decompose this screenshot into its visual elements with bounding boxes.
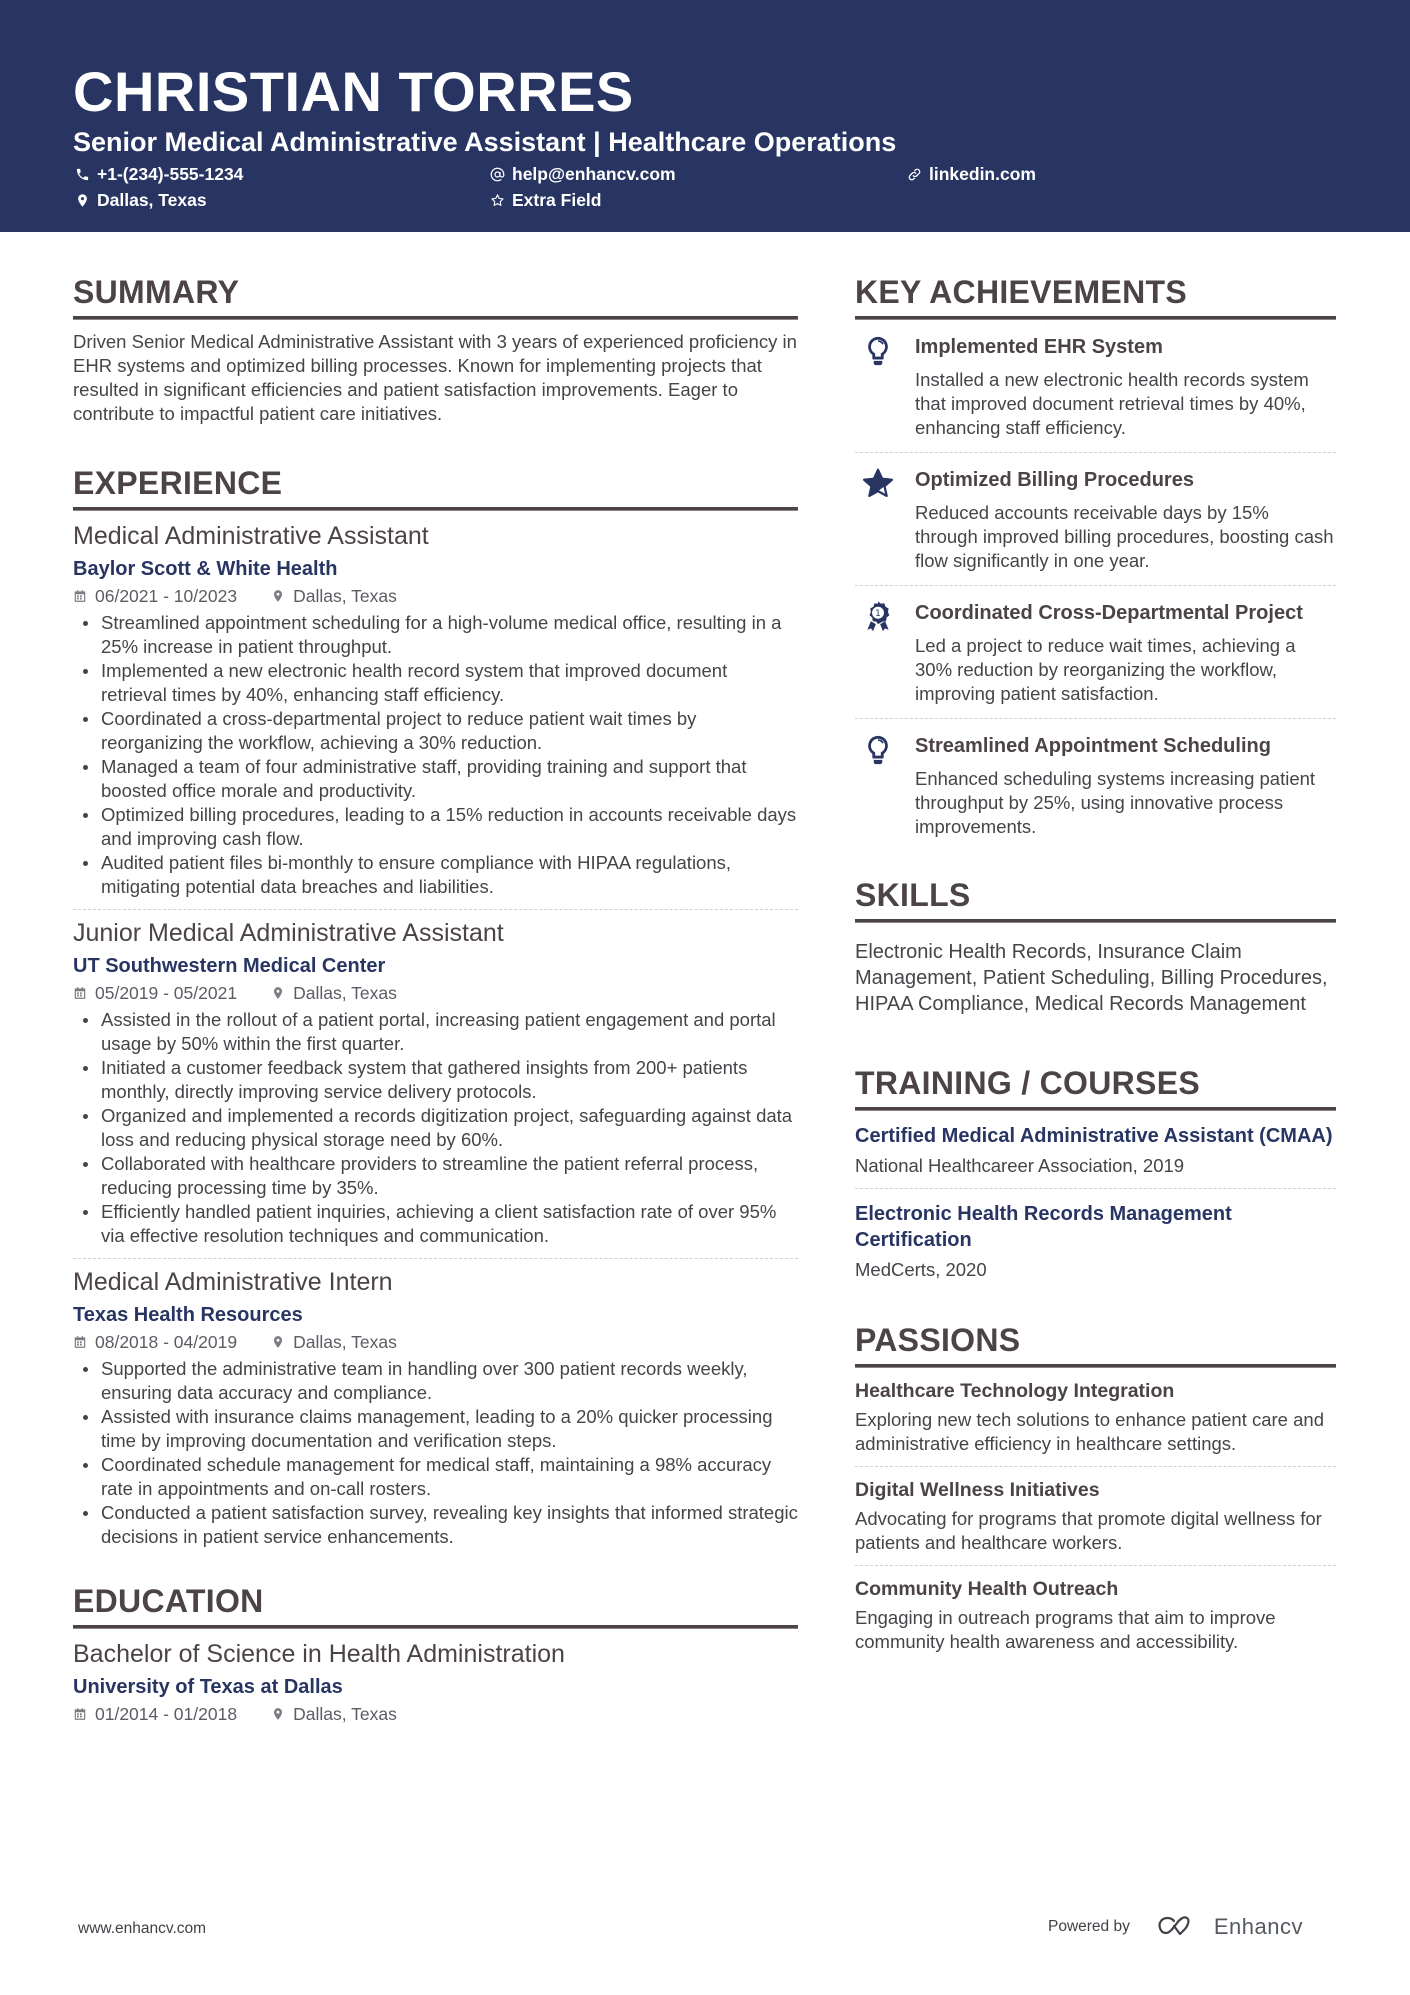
- location-icon: [73, 191, 91, 209]
- link-icon: [905, 165, 923, 183]
- job-dates: 05/2019 - 05/2021: [95, 983, 238, 1003]
- bullet-item: Assisted with insurance claims management, leading to a 20% quicker processing time by improving documentation and verification steps.: [73, 1405, 798, 1453]
- skills-text: Electronic Health Records, Insurance Claim Management, Patient Scheduling, Billing Procedures, HIPAA Compliance, Medical Records Management: [855, 941, 1328, 1015]
- bullet-item: Collaborated with healthcare providers to streamline the patient referral process, reducing processing time by 35%.: [73, 1152, 798, 1200]
- lightbulb-icon: [855, 733, 915, 839]
- award-ribbon-icon: [855, 600, 915, 706]
- candidate-name: CHRISTIAN TORRES: [73, 60, 634, 123]
- achievement-desc: Enhanced scheduling systems increasing patient throughput by 25%, using innovative process improvements.: [915, 768, 1316, 837]
- education-dates: 01/2014 - 01/2018: [95, 1704, 238, 1724]
- lightbulb-icon: [855, 334, 915, 440]
- achievement-title: Streamlined Appointment Scheduling: [915, 735, 1271, 757]
- calendar-icon: [73, 589, 87, 603]
- company-name: UT Southwestern Medical Center: [73, 955, 386, 977]
- education-meta: [73, 1702, 798, 1726]
- school-name: University of Texas at Dallas: [73, 1676, 343, 1698]
- location-icon: [271, 589, 285, 603]
- bullet-item: Organized and implemented a records digitization project, safeguarding against data loss and reducing physical storage need by 60%.: [73, 1104, 798, 1152]
- company-name: Texas Health Resources: [73, 1304, 303, 1326]
- section-heading: TRAINING / COURSES: [855, 1065, 1200, 1101]
- bullet-item: Coordinated schedule management for medical staff, maintaining a 98% accuracy rate in appointments and on-call rosters.: [73, 1453, 798, 1501]
- enhancv-logo[interactable]: [1154, 1914, 1303, 1940]
- experience-item: [73, 1258, 798, 1559]
- job-meta: [73, 1330, 798, 1354]
- passion-title: Community Health Outreach: [855, 1578, 1119, 1600]
- job-bullets: [73, 1357, 798, 1549]
- job-title: Junior Medical Administrative Assistant: [73, 919, 504, 947]
- section-divider: [855, 919, 1336, 923]
- bullet-item: Implemented a new electronic health record system that improved document retrieval times by 40%, enhancing staff efficiency.: [73, 659, 798, 707]
- summary-text: Driven Senior Medical Administrative Assistant with 3 years of experienced proficiency in EHR systems and optimized billing processes. Known for implementing projects that resulted in significant efficiencies and patient satisfaction improvements. Eager to contribute to impactful patient care initiatives.: [73, 331, 797, 424]
- achievement-title: Implemented EHR System: [915, 336, 1163, 358]
- phone-icon: [73, 165, 91, 183]
- calendar-icon: [73, 1335, 87, 1349]
- bullet-item: Managed a team of four administrative staff, providing training and support that boosted office morale and productivity.: [73, 755, 798, 803]
- passion-item: [855, 1565, 1336, 1664]
- resume-header: [0, 0, 1410, 232]
- passion-title: Digital Wellness Initiatives: [855, 1479, 1100, 1501]
- job-location: Dallas, Texas: [293, 586, 397, 606]
- experience-section: [73, 463, 798, 1559]
- job-bullets: [73, 611, 798, 899]
- job-title: Medical Administrative Intern: [73, 1268, 393, 1296]
- section-heading: SKILLS: [855, 877, 971, 913]
- passion-desc: Advocating for programs that promote digital wellness for patients and healthcare workers.: [855, 1508, 1322, 1553]
- bullet-item: Assisted in the rollout of a patient portal, increasing patient engagement and portal usage by 50% within the first quarter.: [73, 1008, 798, 1056]
- footer-branding: [1048, 1914, 1303, 1940]
- course-item: [855, 1188, 1336, 1292]
- left-column: [73, 272, 798, 1726]
- degree-title: Bachelor of Science in Health Administration: [73, 1640, 565, 1668]
- job-meta: [73, 584, 798, 608]
- education-item: [73, 1637, 798, 1726]
- bullet-item: Conducted a patient satisfaction survey, revealing key insights that informed strategic decisions in patient service enhancements.: [73, 1501, 798, 1549]
- achievement-desc: Reduced accounts receivable days by 15% through improved billing procedures, boosting cash flow significantly in one year.: [915, 502, 1334, 571]
- experience-item: [73, 909, 798, 1258]
- location-text: Dallas, Texas: [97, 190, 207, 210]
- powered-by-label: Powered by: [1048, 1918, 1130, 1935]
- passion-desc: Exploring new tech solutions to enhance patient care and administrative efficiency in healthcare settings.: [855, 1409, 1324, 1454]
- experience-item: [73, 519, 798, 909]
- phone-text[interactable]: +1-(234)-555-1234: [97, 164, 244, 184]
- passion-title: Healthcare Technology Integration: [855, 1380, 1175, 1402]
- calendar-icon: [73, 986, 87, 1000]
- location-icon: [271, 1335, 285, 1349]
- candidate-title: Senior Medical Administrative Assistant | Healthcare Operations: [73, 127, 897, 157]
- achievement-item: [855, 585, 1336, 718]
- job-dates: 08/2018 - 04/2019: [95, 1332, 238, 1352]
- right-column: [855, 272, 1336, 1664]
- star-icon: [855, 467, 915, 573]
- at-icon: [488, 165, 506, 183]
- passion-item: [855, 1466, 1336, 1565]
- education-section: [73, 1581, 798, 1726]
- job-location: Dallas, Texas: [293, 1332, 397, 1352]
- location-icon: [271, 1707, 285, 1721]
- footer-website-link[interactable]: www.enhancv.com: [78, 1920, 207, 1937]
- bullet-item: Supported the administrative team in handling over 300 patient records weekly, ensuring data accuracy and compliance.: [73, 1357, 798, 1405]
- bullet-item: Initiated a customer feedback system that gathered insights from 200+ patients monthly, directly improving service delivery protocols.: [73, 1056, 798, 1104]
- education-location: Dallas, Texas: [293, 1704, 397, 1724]
- email-text[interactable]: help@enhancv.com: [512, 164, 676, 184]
- summary-section: [73, 272, 798, 426]
- svg-text:1: 1: [875, 609, 881, 620]
- bullet-item: Efficiently handled patient inquiries, achieving a client satisfaction rate of over 95% via effective resolution techniques and communication.: [73, 1200, 798, 1248]
- achievement-item: [855, 718, 1336, 851]
- course-title: Electronic Health Records Management Certification: [855, 1203, 1232, 1251]
- extra-field-text: Extra Field: [512, 190, 602, 210]
- section-heading: EDUCATION: [73, 1583, 264, 1619]
- section-heading: PASSIONS: [855, 1322, 1021, 1358]
- contact-phone: [73, 163, 243, 185]
- job-meta: [73, 981, 798, 1005]
- company-name: Baylor Scott & White Health: [73, 558, 338, 580]
- section-divider: [73, 1625, 798, 1629]
- achievement-title: Coordinated Cross-Departmental Project: [915, 602, 1303, 624]
- bullet-item: Optimized billing procedures, leading to a 15% reduction in accounts receivable days and improving cash flow.: [73, 803, 798, 851]
- contact-email: [488, 163, 676, 185]
- job-location: Dallas, Texas: [293, 983, 397, 1003]
- skills-section: [855, 875, 1336, 1017]
- job-dates: 06/2021 - 10/2023: [95, 586, 238, 606]
- contact-linkedin: [905, 163, 1036, 185]
- section-heading: SUMMARY: [73, 274, 240, 310]
- bullet-item: Streamlined appointment scheduling for a high-volume medical office, resulting in a 25% increase in patient throughput.: [73, 611, 798, 659]
- brand-name: Enhancv: [1213, 1914, 1303, 1939]
- section-divider: [73, 507, 798, 511]
- achievements-section: [855, 272, 1336, 851]
- job-title: Medical Administrative Assistant: [73, 522, 429, 550]
- section-divider: [73, 316, 798, 320]
- linkedin-text[interactable]: linkedin.com: [929, 164, 1036, 184]
- passion-item: [855, 1368, 1336, 1466]
- job-bullets: [73, 1008, 798, 1248]
- section-heading: EXPERIENCE: [73, 465, 283, 501]
- achievement-title: Optimized Billing Procedures: [915, 469, 1194, 491]
- achievement-item: [855, 452, 1336, 585]
- bullet-item: Coordinated a cross-departmental project to reduce patient wait times by reorganizing the workflow, achieving a 30% reduction.: [73, 707, 798, 755]
- course-item: [855, 1111, 1336, 1188]
- contact-extra: [488, 189, 601, 211]
- achievement-desc: Led a project to reduce wait times, achieving a 30% reduction by reorganizing the workflow, improving patient satisfaction.: [915, 635, 1296, 704]
- course-provider: National Healthcareer Association, 2019: [855, 1155, 1185, 1176]
- enhancv-logo-icon: [1154, 1914, 1202, 1940]
- training-section: [855, 1063, 1336, 1292]
- contact-location: [73, 189, 207, 211]
- bullet-item: Audited patient files bi-monthly to ensure compliance with HIPAA regulations, mitigating potential data breaches and liabilities.: [73, 851, 798, 899]
- course-title: Certified Medical Administrative Assistant (CMAA): [855, 1125, 1333, 1147]
- passions-section: [855, 1320, 1336, 1664]
- star-outline-icon: [488, 191, 506, 209]
- course-provider: MedCerts, 2020: [855, 1259, 987, 1280]
- location-icon: [271, 986, 285, 1000]
- achievement-desc: Installed a new electronic health records system that improved document retrieval times by 40%, enhancing staff efficiency.: [915, 369, 1309, 438]
- section-heading: KEY ACHIEVEMENTS: [855, 274, 1187, 310]
- passion-desc: Engaging in outreach programs that aim to improve community health awareness and accessibility.: [855, 1607, 1276, 1652]
- achievement-item: [855, 320, 1336, 452]
- calendar-icon: [73, 1707, 87, 1721]
